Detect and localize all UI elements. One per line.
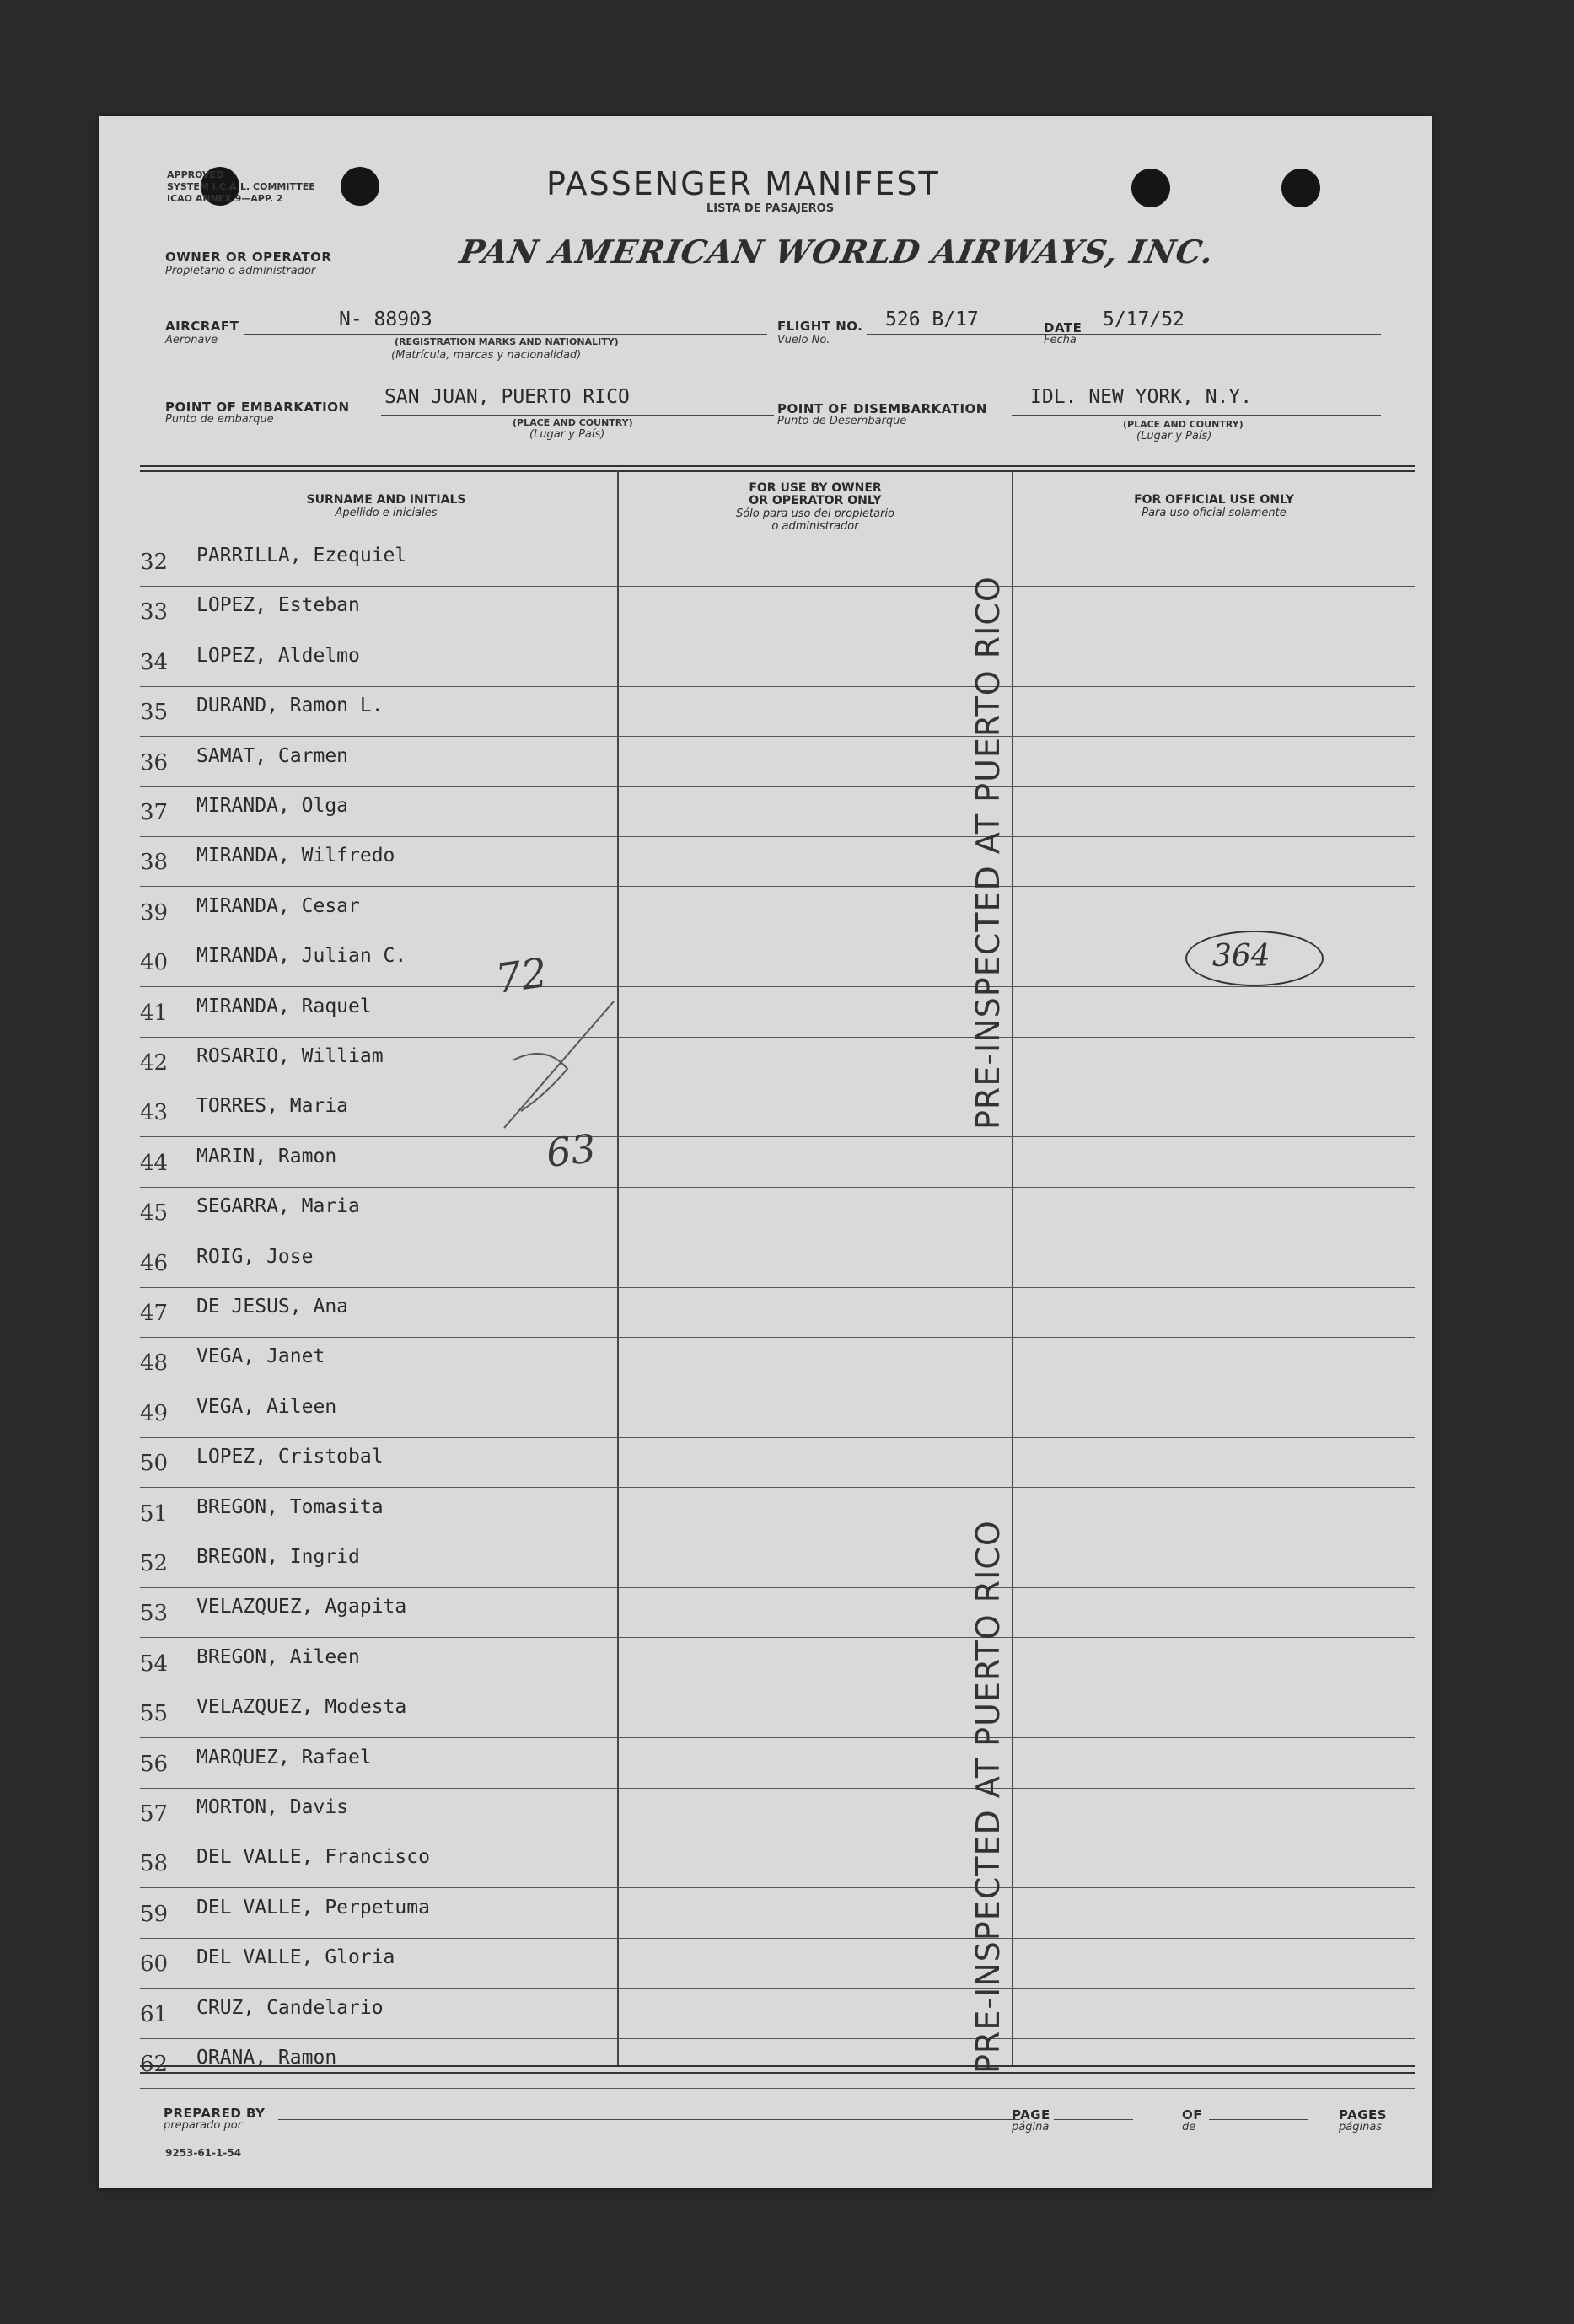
- row-rule: [140, 1487, 1415, 1488]
- row-number: 57: [140, 1801, 169, 1827]
- row-number: 38: [140, 850, 169, 876]
- passenger-name: MIRANDA, Cesar: [196, 894, 360, 917]
- row-number: 35: [140, 700, 169, 726]
- passenger-name: ORANA, Ramon: [196, 2047, 337, 2069]
- row-number: 53: [140, 1601, 169, 1627]
- row-number: 44: [140, 1150, 169, 1176]
- passenger-name: SAMAT, Carmen: [196, 744, 349, 767]
- disembark-value: IDL. NEW YORK, N.Y.: [1030, 386, 1253, 408]
- row-rule: [140, 1988, 1415, 1989]
- owner-value: PAN AMERICAN WORLD AIRWAYS, INC.: [457, 233, 1217, 271]
- row-rule: [140, 836, 1415, 837]
- row-number: 39: [140, 899, 169, 926]
- embark-note-es: (Lugar y País): [529, 428, 605, 441]
- passenger-name: MIRANDA, Olga: [196, 795, 349, 817]
- passenger-row: [140, 838, 1415, 887]
- row-number: 50: [140, 1451, 169, 1477]
- passenger-name: TORRES, Maria: [196, 1095, 349, 1118]
- row-rule: [140, 786, 1415, 787]
- row-rule: [140, 986, 1415, 987]
- punch-hole: [341, 167, 379, 206]
- flight-value: 526 B/17: [885, 309, 979, 330]
- passenger-row: [140, 1940, 1415, 1989]
- owner-label: OWNER OR OPERATOR: [165, 250, 332, 265]
- form-number: 9253-61-1-54: [165, 2147, 242, 2159]
- passenger-name: SEGARRA, Maria: [196, 1195, 360, 1218]
- row-number: 58: [140, 1851, 169, 1877]
- names-head-text: SURNAME AND INITIALS: [306, 493, 466, 507]
- passenger-row: [140, 1489, 1415, 1538]
- owner-column-head: [619, 482, 1012, 533]
- row-rule: [140, 1437, 1415, 1438]
- row-number: 41: [140, 1000, 169, 1026]
- row-rule: [140, 1637, 1415, 1638]
- row-rule: [140, 1287, 1415, 1288]
- table-top-rule: [140, 470, 1415, 472]
- row-rule: [140, 2088, 1415, 2089]
- row-number: 49: [140, 1400, 169, 1426]
- passenger-name: MIRANDA, Wilfredo: [196, 845, 395, 867]
- official-head-text: FOR OFFICIAL USE ONLY: [1134, 493, 1294, 507]
- aircraft-label: AIRCRAFT: [165, 319, 239, 334]
- passenger-name: BREGON, Aileen: [196, 1645, 360, 1668]
- pages-label: PAGES: [1339, 2107, 1388, 2123]
- passenger-row: [140, 688, 1415, 737]
- row-number: 52: [140, 1551, 169, 1576]
- aircraft-note-es: (Matrícula, marcas y nacionalidad): [391, 349, 582, 362]
- row-rule: [140, 1187, 1415, 1188]
- of-label-es: de: [1182, 2121, 1196, 2133]
- flight-label-es: Vuelo No.: [777, 334, 830, 346]
- passenger-name: LOPEZ, Esteban: [196, 594, 360, 617]
- row-rule: [140, 1938, 1415, 1939]
- row-number: 55: [140, 1701, 169, 1727]
- disembark-note: (PLACE AND COUNTRY): [1123, 419, 1244, 430]
- passenger-row: [140, 2040, 1415, 2089]
- passenger-name: MIRANDA, Raquel: [196, 995, 372, 1017]
- approval-line-2: SYSTEM I.C.A.L. COMMITTEE: [167, 181, 315, 192]
- row-rule: [140, 1337, 1415, 1338]
- disembark-label-es: Punto de Desembarque: [777, 415, 907, 427]
- tally-strike: [487, 985, 631, 1145]
- row-number: 34: [140, 649, 169, 675]
- embark-note: (PLACE AND COUNTRY): [513, 417, 633, 428]
- row-rule: [140, 1136, 1415, 1137]
- passenger-row: [140, 738, 1415, 787]
- approval-line-1: APPROVED: [167, 169, 224, 180]
- passenger-name: LOPEZ, Aldelmo: [196, 644, 360, 667]
- passenger-name: ROSARIO, William: [196, 1045, 384, 1067]
- passenger-row: [140, 1740, 1415, 1789]
- passenger-name: CRUZ, Candelario: [196, 1996, 384, 2019]
- names-column-head: [167, 494, 605, 519]
- punch-hole: [1131, 169, 1170, 207]
- passenger-name: PARRILLA, Ezequiel: [196, 545, 407, 566]
- date-value: 5/17/52: [1103, 309, 1185, 330]
- embark-label: POINT OF EMBARKATION: [165, 400, 350, 415]
- row-number: 61: [140, 2001, 169, 2027]
- passenger-name: DEL VALLE, Francisco: [196, 1846, 430, 1869]
- aircraft-value: N- 88903: [339, 309, 432, 330]
- row-number: 48: [140, 1350, 169, 1377]
- passenger-name: DURAND, Ramon L.: [196, 695, 384, 717]
- row-number: 51: [140, 1500, 169, 1527]
- passenger-row: [140, 638, 1415, 687]
- row-number: 40: [140, 950, 169, 976]
- passenger-row: [140, 1339, 1415, 1387]
- row-rule: [140, 1037, 1415, 1038]
- inspection-stamp: PRE-INSPECTED AT PUERTO RICO: [970, 576, 1007, 1130]
- owner-head-es-1: Sólo para uso del propietario: [735, 507, 895, 520]
- passenger-row: [140, 1039, 1415, 1087]
- embark-underline: [381, 415, 774, 416]
- passenger-row: [140, 1539, 1415, 1588]
- row-number: 37: [140, 800, 169, 825]
- row-rule: [140, 686, 1415, 687]
- page-title: PASSENGER MANIFEST: [546, 165, 940, 202]
- passenger-row: [140, 538, 1415, 587]
- row-number: 54: [140, 1650, 169, 1677]
- table-bottom-rule: [140, 2072, 1415, 2074]
- page-subtitle: LISTA DE PASAJEROS: [706, 202, 835, 215]
- passenger-name: MARIN, Ramon: [196, 1145, 337, 1167]
- row-rule: [140, 1887, 1415, 1888]
- disembark-underline: [1012, 415, 1381, 416]
- row-number: 62: [140, 2052, 169, 2077]
- passenger-row: [140, 888, 1415, 937]
- row-number: 33: [140, 599, 169, 625]
- row-number: 47: [140, 1301, 169, 1326]
- passenger-name: BREGON, Tomasita: [196, 1495, 384, 1518]
- prepared-underline: [278, 2119, 1020, 2120]
- passenger-row: [140, 1289, 1415, 1338]
- passenger-name: MIRANDA, Julian C.: [196, 945, 407, 968]
- flight-label: FLIGHT NO.: [777, 319, 863, 334]
- circled-number-text: 364: [1212, 939, 1270, 974]
- page-label-es: página: [1012, 2121, 1050, 2133]
- approval-line-3: ICAO ANNEX 9—APP. 2: [167, 193, 283, 204]
- passenger-name: VEGA, Janet: [196, 1345, 325, 1368]
- of-underline: [1209, 2119, 1308, 2120]
- passenger-row: [140, 1640, 1415, 1688]
- row-number: 59: [140, 1901, 169, 1927]
- passenger-row: [140, 989, 1415, 1038]
- row-number: 60: [140, 1951, 169, 1978]
- passenger-row: [140, 1890, 1415, 1939]
- disembark-note-es: (Lugar y País): [1136, 430, 1212, 443]
- tally-top: 72: [492, 949, 551, 1003]
- passenger-row: [140, 788, 1415, 837]
- passenger-row: [140, 1189, 1415, 1237]
- row-number: 36: [140, 749, 169, 776]
- owner-head-es-2: o administrador: [771, 520, 859, 533]
- tally-bottom: 63: [544, 1125, 599, 1176]
- owner-head-text-1: FOR USE BY OWNER: [749, 481, 882, 495]
- passenger-name: DEL VALLE, Gloria: [196, 1946, 395, 1969]
- passenger-name: MARQUEZ, Rafael: [196, 1746, 372, 1768]
- passenger-name: VEGA, Aileen: [196, 1395, 337, 1418]
- row-rule: [140, 736, 1415, 737]
- passenger-row: [140, 588, 1415, 636]
- row-number: 42: [140, 1050, 169, 1076]
- prepared-label-es: preparado por: [164, 2119, 243, 2132]
- row-number: 45: [140, 1200, 169, 1226]
- table-top-rule: [140, 465, 1415, 467]
- passenger-name: ROIG, Jose: [196, 1245, 314, 1268]
- page-underline: [1054, 2119, 1133, 2120]
- owner-head-text-2: OR OPERATOR ONLY: [749, 494, 882, 507]
- row-rule: [140, 586, 1415, 587]
- row-rule: [140, 1788, 1415, 1789]
- prepared-label: PREPARED BY: [164, 2106, 266, 2121]
- official-column-head: [1013, 494, 1415, 519]
- passenger-name: BREGON, Ingrid: [196, 1546, 360, 1568]
- embark-label-es: Punto de embarque: [165, 413, 274, 426]
- row-number: 43: [140, 1100, 169, 1126]
- circled-number: [1185, 931, 1324, 986]
- passenger-name: VELAZQUEZ, Modesta: [196, 1696, 407, 1719]
- passenger-row: [140, 1139, 1415, 1188]
- passenger-row: [140, 1088, 1415, 1137]
- row-number: 46: [140, 1250, 169, 1276]
- of-label: OF: [1182, 2107, 1202, 2123]
- passenger-name: VELAZQUEZ, Agapita: [196, 1596, 407, 1618]
- row-rule: [140, 2038, 1415, 2039]
- passenger-row: [140, 1589, 1415, 1638]
- passenger-row: [140, 1790, 1415, 1838]
- passenger-row: [140, 1689, 1415, 1738]
- official-head-es: Para uso oficial solamente: [1142, 507, 1287, 519]
- owner-label-es: Propietario o administrador: [165, 265, 316, 277]
- passenger-row: [140, 1990, 1415, 2039]
- punch-hole: [1281, 169, 1320, 207]
- aircraft-note: (REGISTRATION MARKS AND NATIONALITY): [395, 336, 619, 347]
- row-rule: [140, 1587, 1415, 1588]
- embark-value: SAN JUAN, PUERTO RICO: [384, 386, 630, 408]
- row-rule: [140, 1737, 1415, 1738]
- table-bottom-rule: [140, 2065, 1415, 2067]
- row-number: 56: [140, 1751, 169, 1777]
- aircraft-label-es: Aeronave: [165, 334, 218, 346]
- date-underline: [1088, 334, 1381, 335]
- disembark-label: POINT OF DISEMBARKATION: [777, 401, 987, 416]
- row-rule: [140, 886, 1415, 887]
- passenger-name: LOPEZ, Cristobal: [196, 1446, 384, 1468]
- pages-label-es: páginas: [1339, 2121, 1383, 2133]
- passenger-row: [140, 1839, 1415, 1888]
- passenger-row: [140, 1439, 1415, 1488]
- passenger-name: DEL VALLE, Perpetuma: [196, 1896, 430, 1919]
- passenger-row: [140, 1389, 1415, 1438]
- page-label: PAGE: [1012, 2107, 1050, 2123]
- row-number: 32: [140, 550, 169, 575]
- date-label: DATE: [1044, 320, 1082, 335]
- passenger-row: [140, 1239, 1415, 1288]
- passenger-name: MORTON, Davis: [196, 1796, 349, 1818]
- names-head-es: Apellido e iniciales: [335, 507, 438, 519]
- inspection-stamp: PRE-INSPECTED AT PUERTO RICO: [970, 1520, 1007, 2074]
- date-label-es: Fecha: [1044, 334, 1077, 346]
- aircraft-underline: [244, 334, 767, 335]
- passenger-name: DE JESUS, Ana: [196, 1296, 349, 1318]
- manifest-sheet: [99, 116, 1432, 2188]
